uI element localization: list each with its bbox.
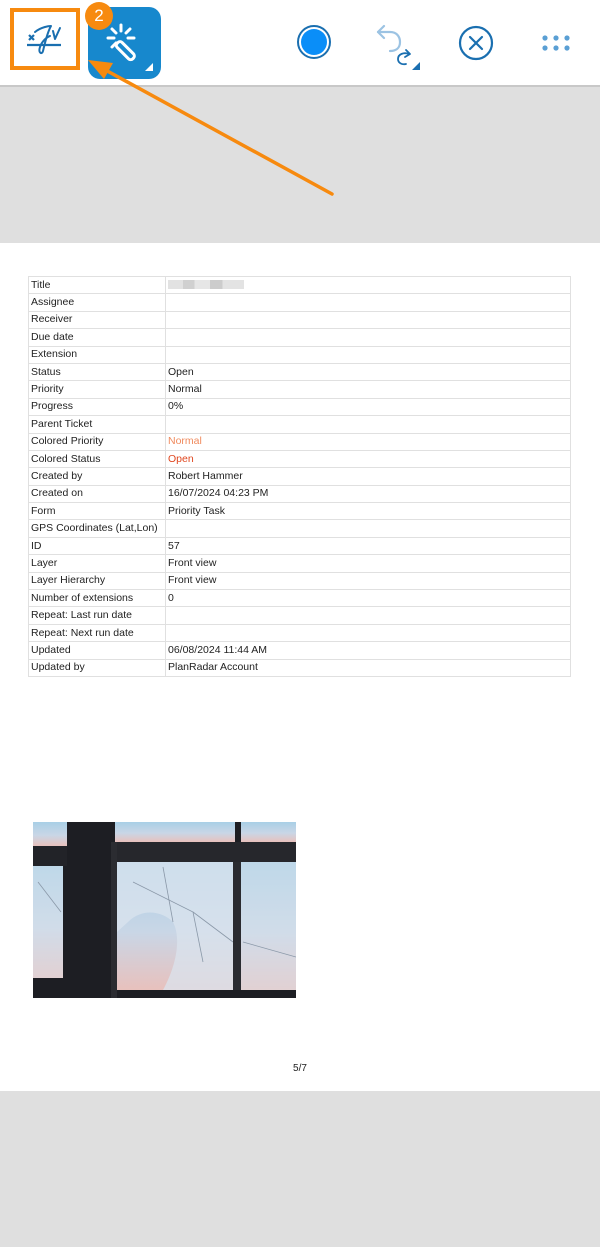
field-label: Parent Ticket [29,416,166,433]
broken-window-photo[interactable] [33,822,296,998]
field-label: Progress [29,398,166,415]
field-value: 57 [166,537,571,554]
field-label: Created by [29,468,166,485]
field-label: Repeat: Last run date [29,607,166,624]
table-row [29,624,571,641]
table-row [29,363,571,380]
close-circle-icon [457,24,495,62]
photo-image [33,822,296,998]
undo-redo-icon [372,22,424,72]
table-row [29,346,571,363]
field-value [166,277,571,294]
table-row [29,311,571,328]
table-row [29,555,571,572]
redacted-value [168,280,244,289]
table-row [29,416,571,433]
table-row [29,381,571,398]
field-label: Created on [29,485,166,502]
table-row [29,659,571,676]
table-row [29,277,571,294]
undo-redo-button[interactable] [372,22,424,72]
table-row [29,537,571,554]
field-label: Assignee [29,294,166,311]
table-row [29,485,571,502]
field-label: Updated [29,642,166,659]
field-value: Normal [166,433,571,450]
table-row [29,520,571,537]
field-label: Colored Status [29,450,166,467]
field-value [166,311,571,328]
more-options-button[interactable] [538,30,574,56]
field-value: 16/07/2024 04:23 PM [166,485,571,502]
field-label: Layer [29,555,166,572]
field-label: Number of extensions [29,590,166,607]
table-row [29,607,571,624]
color-picker-button[interactable] [296,24,332,60]
field-value: Open [166,363,571,380]
field-label: Title [29,277,166,294]
table-row [29,590,571,607]
field-label: Due date [29,329,166,346]
field-value: Front view [166,555,571,572]
field-value: PlanRadar Account [166,659,571,676]
table-row [29,398,571,415]
color-circle-icon [296,24,332,60]
field-value: Robert Hammer [166,468,571,485]
field-label: Priority [29,381,166,398]
field-label: Repeat: Next run date [29,624,166,641]
field-value: Priority Task [166,503,571,520]
field-label: Status [29,363,166,380]
field-value [166,624,571,641]
field-value [166,294,571,311]
field-value: Normal [166,381,571,398]
signature-button[interactable] [10,8,80,70]
field-label: Colored Priority [29,433,166,450]
field-label: Updated by [29,659,166,676]
ticket-details-table [28,276,571,677]
table-row [29,503,571,520]
field-value: 0% [166,398,571,415]
table-row [29,572,571,589]
field-value: 06/08/2024 11:44 AM [166,642,571,659]
table-row [29,433,571,450]
field-label: Receiver [29,311,166,328]
field-value: Front view [166,572,571,589]
table-row [29,294,571,311]
field-value: 0 [166,590,571,607]
field-value [166,607,571,624]
field-value [166,329,571,346]
table-row [29,468,571,485]
field-value [166,520,571,537]
signature-icon [25,21,65,57]
field-label: Form [29,503,166,520]
magic-wand-icon [104,22,146,64]
more-dots-icon [538,30,574,56]
table-row [29,642,571,659]
annotation-toolbar [0,0,600,87]
field-value [166,346,571,363]
table-row [29,450,571,467]
table-row [29,329,571,346]
field-label: Layer Hierarchy [29,572,166,589]
field-label: Extension [29,346,166,363]
field-label: ID [29,537,166,554]
step-badge: 2 [85,2,113,30]
field-value: Open [166,450,571,467]
field-value [166,416,571,433]
dropdown-corner-indicator [145,63,153,71]
document-page [0,243,600,1091]
close-button[interactable] [457,24,495,62]
field-label: GPS Coordinates (Lat,Lon) [29,520,166,537]
page-indicator: 5/7 [293,1063,307,1074]
